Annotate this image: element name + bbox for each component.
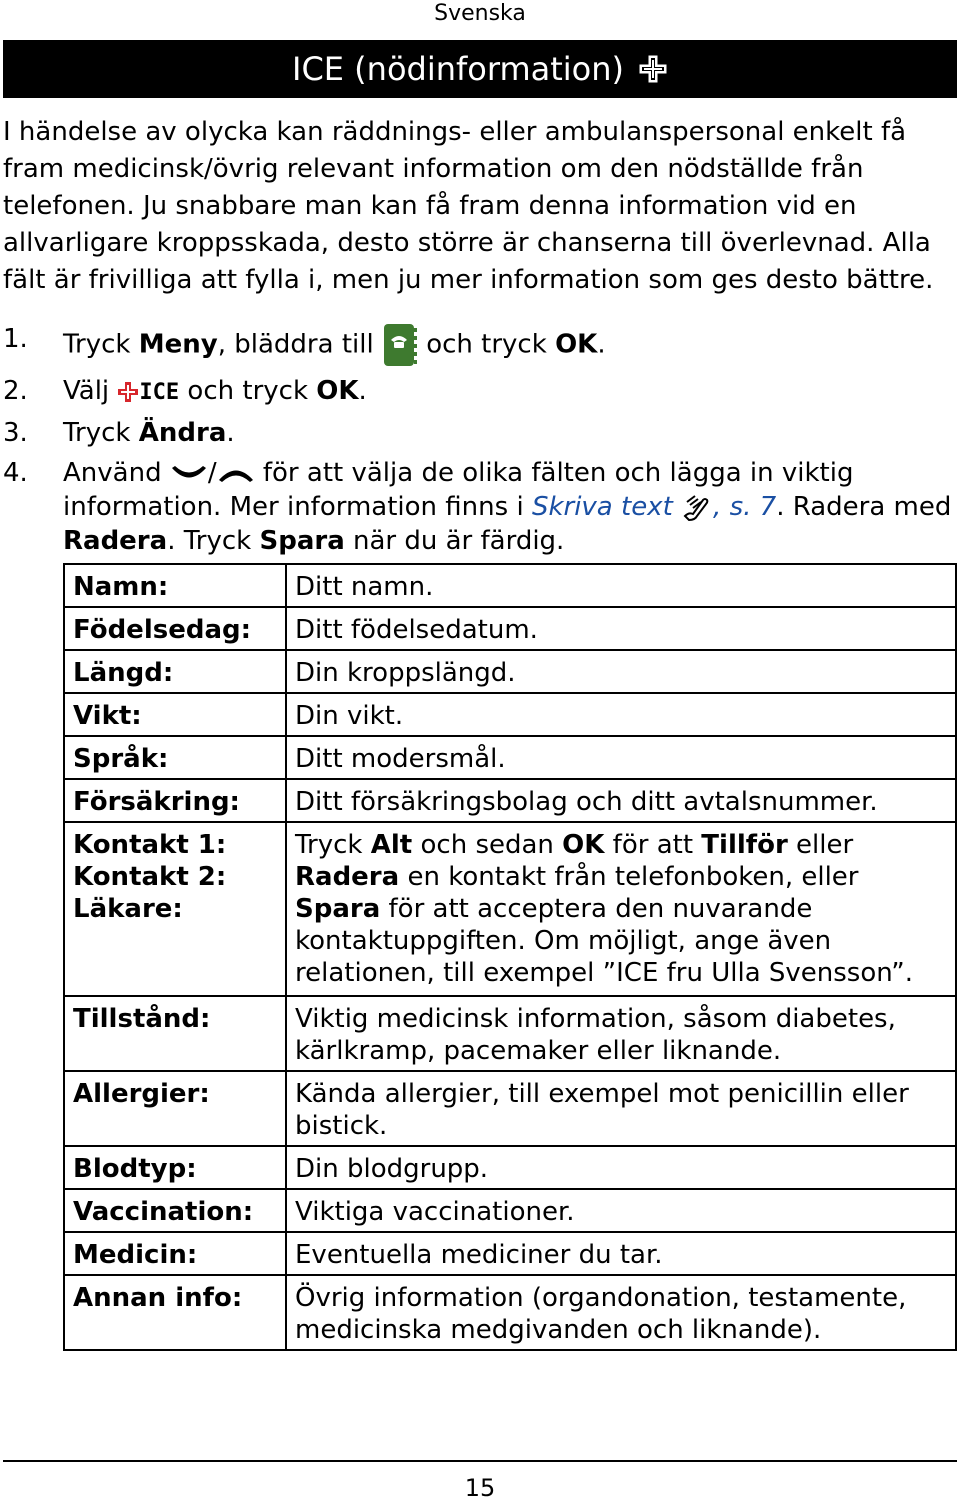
- table-row: [64, 564, 956, 607]
- ok-key-label: OK: [316, 376, 359, 406]
- field-label: Medicin:: [64, 1232, 286, 1275]
- field-label: Annan info:: [64, 1275, 286, 1350]
- field-label: Längd:: [64, 650, 286, 693]
- contact-2-label: Kontakt 2:: [73, 862, 227, 892]
- skriva-text-link[interactable]: Skriva text: [531, 492, 673, 522]
- field-description: Ditt försäkringsbolag och ditt avtalsnummer.: [286, 779, 956, 822]
- table-row: [64, 1232, 956, 1275]
- field-description: Din vikt.: [286, 693, 956, 736]
- field-label: Blodtyp:: [64, 1146, 286, 1189]
- save-key-label: Spara: [259, 526, 345, 556]
- ok-key-label: OK: [555, 329, 598, 360]
- field-description: Eventuella mediciner du tar.: [286, 1232, 956, 1275]
- step-2: 2. Välj ICE och tryck OK.: [3, 376, 367, 406]
- chevron-up-icon: [217, 465, 255, 483]
- field-description: Kända allergier, till exempel mot penicillin eller bistick.: [286, 1071, 956, 1146]
- table-row: [64, 1146, 956, 1189]
- table-row: [64, 736, 956, 779]
- doctor-label: Läkare:: [73, 894, 183, 924]
- hand-writing-icon: [681, 492, 713, 524]
- field-label: Språk:: [64, 736, 286, 779]
- ice-fields-table: [63, 563, 957, 1351]
- field-description: Viktiga vaccinationer.: [286, 1189, 956, 1232]
- table-row: [64, 650, 956, 693]
- field-description: Ditt modersmål.: [286, 736, 956, 779]
- field-description: Din kroppslängd.: [286, 650, 956, 693]
- footer-divider: [3, 1460, 957, 1462]
- table-row: [64, 1071, 956, 1146]
- page-number: 15: [464, 1474, 496, 1502]
- field-label: Försäkring:: [64, 779, 286, 822]
- field-label: Allergier:: [64, 1071, 286, 1146]
- table-row: [64, 822, 956, 996]
- ice-cross-icon: [638, 54, 668, 84]
- language-label: Svenska: [434, 1, 526, 26]
- step-3: 3. Tryck Ändra.: [3, 418, 235, 448]
- instruction-steps: [3, 322, 958, 564]
- section-title-bar: [3, 40, 957, 98]
- field-label: Födelsedag:: [64, 607, 286, 650]
- field-label: Vaccination:: [64, 1189, 286, 1232]
- field-description: Tryck Alt och sedan OK för att Tillför eller Radera en kontakt från telefonboken, eller Spara för att acceptera den nuvarande kontaktuppgiften. Om möjligt, ange även relationen, till exempel ”ICE fru Ulla Svensson”.: [286, 822, 956, 996]
- ice-menu-label: ICE: [139, 380, 180, 405]
- page-title: ICE (nödinformation): [292, 50, 624, 88]
- skriva-text-page-ref[interactable]: , s. 7: [713, 492, 777, 522]
- table-row: [64, 607, 956, 650]
- chevron-down-icon: [170, 465, 208, 483]
- field-label: Namn:: [64, 564, 286, 607]
- field-description: Ditt födelsedatum.: [286, 607, 956, 650]
- table-row: [64, 693, 956, 736]
- table-row: [64, 996, 956, 1071]
- step-4: 4. Använd / för att välja de olika fälten och lägga in viktig information. Mer information finns i Skriva text , s. 7. Radera med Radera. Tryck Spara när du är färdig.: [3, 458, 952, 556]
- phonebook-icon: [382, 322, 418, 368]
- menu-key-label: Meny: [138, 329, 218, 360]
- intro-paragraph: I händelse av olycka kan räddnings- eller ambulanspersonal enkelt få fram medicinsk/övrig relevant information om den nödställde från telefonen. Ju snabbare man kan få fram denna information vid en allvarligare kroppsskada, desto större är chanserna till överlevnad. Alla fält är frivilliga att fylla i, men ju mer information som ges desto bättre.: [3, 117, 934, 295]
- field-description: Övrig information (organdonation, testamente, medicinska medgivanden och liknande).: [286, 1275, 956, 1350]
- field-description: Viktig medicinsk information, såsom diabetes, kärlkramp, pacemaker eller liknande.: [286, 996, 956, 1071]
- step-1: 1. Tryck Meny, bläddra till och tryck OK.: [3, 322, 958, 368]
- ice-cross-icon: [117, 381, 139, 403]
- field-label: Vikt:: [64, 693, 286, 736]
- table-row: [64, 779, 956, 822]
- field-label: Tillstånd:: [64, 996, 286, 1071]
- contact-1-label: Kontakt 1:: [73, 830, 227, 860]
- table-row: [64, 1275, 956, 1350]
- edit-key-label: Ändra: [138, 418, 227, 448]
- field-description: Din blodgrupp.: [286, 1146, 956, 1189]
- delete-key-label: Radera: [63, 526, 168, 556]
- field-description: Ditt namn.: [286, 564, 956, 607]
- field-label: [64, 822, 286, 996]
- table-row: [64, 1189, 956, 1232]
